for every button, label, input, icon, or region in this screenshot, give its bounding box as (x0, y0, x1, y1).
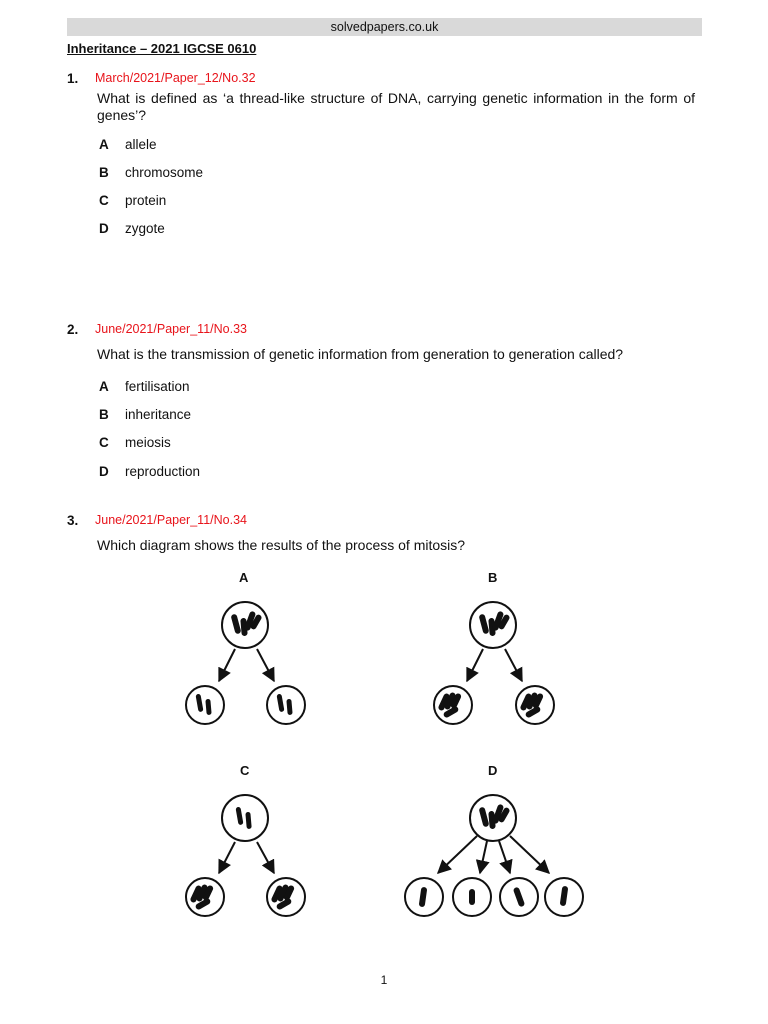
document-title: Inheritance – 2021 IGCSE 0610 (67, 41, 257, 56)
diagram-d-daughter-cell-1 (405, 878, 443, 916)
arrow-icon (499, 841, 510, 873)
question-2-text: What is the transmission of genetic information from generation to generation called? (97, 346, 624, 362)
option-letter: B (99, 165, 109, 180)
option-letter: A (99, 137, 109, 152)
question-3-text: Which diagram shows the results of the process of mitosis? (97, 537, 466, 553)
diagram-d-daughter-cell-2 (453, 878, 491, 916)
arrow-icon (505, 649, 522, 681)
option-letter: D (99, 221, 109, 236)
arrow-icon (219, 842, 235, 873)
diagram-b-daughter-cell-left (434, 686, 472, 724)
diagram-a (186, 602, 305, 724)
option-letter: C (99, 435, 109, 450)
option-text: zygote (125, 221, 165, 236)
arrow-icon (257, 649, 274, 681)
diagram-c-label: C (240, 763, 250, 778)
option-text: chromosome (125, 165, 204, 180)
page-number: 1 (380, 973, 388, 987)
diagram-a-parent-cell (222, 602, 268, 648)
question-3-number: 3. (67, 513, 79, 528)
diagram-d-daughter-cell-4 (545, 878, 583, 916)
diagram-a-daughter-cell-right (267, 686, 305, 724)
diagram-c (186, 795, 305, 916)
arrow-icon (438, 836, 477, 873)
question-1-number: 1. (67, 71, 79, 86)
arrow-icon (467, 649, 483, 681)
option-text: protein (125, 193, 167, 208)
diagram-c-parent-cell (222, 795, 268, 841)
diagram-c-daughter-cell-left (186, 878, 224, 916)
diagram-d-label: D (488, 763, 498, 778)
question-2-number: 2. (67, 322, 79, 337)
diagram-a-label: A (239, 570, 249, 585)
option-text: inheritance (125, 407, 192, 422)
diagram-a-daughter-cell-left (186, 686, 224, 724)
option-text: allele (125, 137, 157, 152)
site-name: solvedpapers.co.uk (330, 20, 439, 34)
question-1-text: What is defined as ‘a thread-like structure of DNA, carrying genetic information in the form of genes’? (97, 90, 695, 123)
diagram-c-daughter-cell-right (267, 878, 305, 916)
option-letter: D (99, 464, 109, 479)
question-3-reference: June/2021/Paper_11/No.34 (95, 513, 247, 527)
arrow-icon (219, 649, 235, 681)
question-1-reference: March/2021/Paper_12/No.32 (95, 71, 256, 85)
option-letter: A (99, 379, 109, 394)
arrow-icon (257, 842, 274, 873)
diagram-b-label: B (488, 570, 498, 585)
option-text: fertilisation (125, 379, 190, 394)
diagram-d-daughter-cell-3 (500, 878, 538, 916)
arrow-icon (510, 836, 549, 873)
diagram-b-parent-cell (470, 602, 516, 648)
diagram-b-daughter-cell-right (516, 686, 554, 724)
option-text: reproduction (125, 464, 201, 479)
diagram-d (405, 795, 583, 916)
diagram-d-parent-cell (470, 795, 516, 841)
diagram-b (434, 602, 554, 724)
arrow-icon (480, 841, 487, 873)
option-letter: C (99, 193, 109, 208)
option-letter: B (99, 407, 109, 422)
question-2-reference: June/2021/Paper_11/No.33 (95, 322, 247, 336)
option-text: meiosis (125, 435, 171, 450)
